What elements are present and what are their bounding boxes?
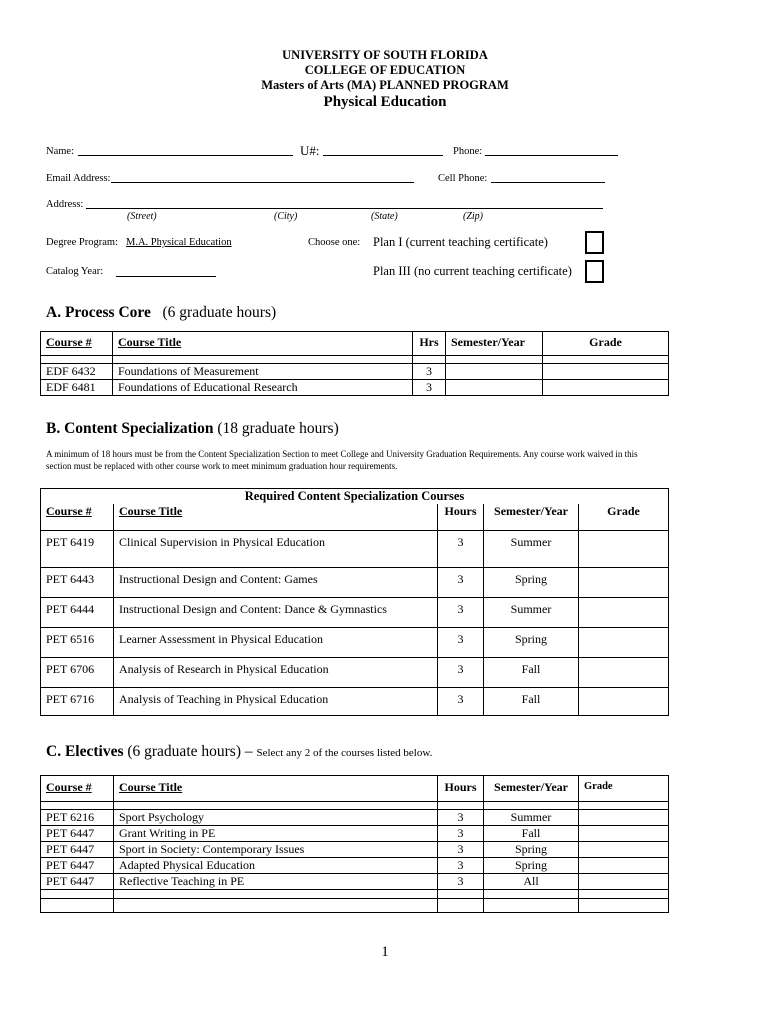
city-caption: (City)	[274, 211, 298, 222]
course-number: PET 6443	[41, 567, 114, 597]
address-field[interactable]	[86, 208, 603, 209]
col-course-number: Course #	[46, 504, 92, 518]
section-b-note-line-1: A minimum of 18 hours must be from the Content Specialization Section to meet College and University Graduation Requirements. Any course work waived in this	[46, 449, 638, 459]
catalog-year-field[interactable]	[116, 276, 216, 277]
name-label: Name:	[46, 146, 74, 157]
zip-caption: (Zip)	[463, 211, 483, 222]
grade-cell[interactable]	[579, 842, 669, 858]
course-semester: Spring	[484, 627, 579, 657]
col-semester: Semester/Year	[446, 332, 543, 356]
grade-cell[interactable]	[543, 380, 669, 396]
course-title: Reflective Teaching in PE	[114, 874, 438, 890]
col-course-title: Course Title	[119, 780, 183, 794]
table-row	[41, 874, 669, 890]
course-number: EDF 6432	[41, 364, 113, 380]
table-header-row	[41, 776, 669, 802]
grade-cell[interactable]	[543, 364, 669, 380]
course-number: PET 6516	[41, 627, 114, 657]
table-header-row	[41, 332, 669, 356]
course-hours: 3	[438, 810, 484, 826]
course-hours: 3	[438, 530, 484, 567]
col-hours: Hours	[438, 504, 484, 530]
course-title: Instructional Design and Content: Dance & Gymnastics	[114, 597, 438, 627]
phone-label: Phone:	[453, 146, 483, 157]
address-label: Address:	[46, 199, 84, 210]
electives-table	[40, 775, 669, 913]
grade-cell[interactable]	[579, 687, 669, 715]
program-name: Masters of Arts (MA) PLANNED PROGRAM	[261, 78, 509, 92]
plan-1-checkbox[interactable]	[585, 231, 604, 254]
u-number-field[interactable]	[323, 155, 443, 156]
grade-cell[interactable]	[579, 530, 669, 567]
table-row	[41, 380, 669, 396]
col-course-title: Course Title	[118, 335, 182, 349]
table-header-row	[41, 504, 669, 530]
course-hours: 3	[438, 567, 484, 597]
course-title: Clinical Supervision in Physical Education	[114, 530, 438, 567]
page-title: Physical Education	[323, 94, 447, 110]
course-hours: 3	[438, 657, 484, 687]
col-semester: Semester/Year	[484, 776, 579, 802]
course-hours: 3	[438, 826, 484, 842]
section-b-note-line-2: section must be replaced with other course work to meet minimum graduation hour requirements.	[46, 461, 398, 471]
course-semester: Summer	[484, 810, 579, 826]
course-hours: 3	[438, 627, 484, 657]
course-title: Analysis of Research in Physical Education	[114, 657, 438, 687]
course-number: PET 6419	[41, 530, 114, 567]
table-row	[41, 657, 669, 687]
grade-cell[interactable]	[579, 597, 669, 627]
course-hours: 3	[438, 874, 484, 890]
course-title: Adapted Physical Education	[114, 858, 438, 874]
course-title: Foundations of Educational Research	[113, 380, 413, 396]
name-field[interactable]	[78, 155, 293, 156]
course-hours: 3	[438, 842, 484, 858]
course-hours: 3	[438, 858, 484, 874]
col-semester: Semester/Year	[484, 504, 579, 530]
content-specialization-table	[40, 488, 669, 716]
col-grade: Grade	[543, 332, 669, 356]
process-core-table	[40, 331, 669, 396]
grade-cell[interactable]	[579, 567, 669, 597]
course-semester: Spring	[484, 842, 579, 858]
course-number: EDF 6481	[41, 380, 113, 396]
course-title: Instructional Design and Content: Games	[114, 567, 438, 597]
semester-cell[interactable]	[446, 364, 543, 380]
table-row	[41, 597, 669, 627]
col-course-title: Course Title	[119, 504, 183, 518]
university-name: UNIVERSITY OF SOUTH FLORIDA	[282, 48, 488, 62]
section-b-title: B. Content Specialization (18 graduate hours)	[46, 420, 339, 437]
course-semester: Summer	[484, 597, 579, 627]
table-row	[41, 567, 669, 597]
cell-phone-label: Cell Phone:	[438, 173, 488, 184]
email-label: Email Address:	[46, 173, 111, 184]
course-semester: Spring	[484, 858, 579, 874]
plan-3-checkbox[interactable]	[585, 260, 604, 283]
table-title: Required Content Specialization Courses	[41, 489, 669, 505]
course-number: PET 6447	[41, 874, 114, 890]
grade-cell[interactable]	[579, 874, 669, 890]
grade-cell[interactable]	[579, 810, 669, 826]
table-row	[41, 842, 669, 858]
plan-3-label: Plan III (no current teaching certificate)	[373, 264, 572, 278]
course-hours: 3	[438, 597, 484, 627]
page-number: 1	[381, 944, 389, 960]
plan-1-label: Plan I (current teaching certificate)	[373, 235, 548, 249]
college-name: COLLEGE OF EDUCATION	[304, 63, 466, 77]
course-number: PET 6447	[41, 826, 114, 842]
course-title: Sport in Society: Contemporary Issues	[114, 842, 438, 858]
empty-row[interactable]	[41, 890, 669, 899]
grade-cell[interactable]	[579, 657, 669, 687]
col-hours: Hrs	[413, 332, 446, 356]
empty-row[interactable]	[41, 899, 669, 913]
col-grade: Grade	[579, 776, 669, 802]
course-semester: Spring	[484, 567, 579, 597]
course-semester: Fall	[484, 657, 579, 687]
state-caption: (State)	[371, 211, 398, 222]
grade-cell[interactable]	[579, 858, 669, 874]
course-title: Grant Writing in PE	[114, 826, 438, 842]
course-hours: 3	[413, 364, 446, 380]
phone-field[interactable]	[485, 155, 618, 156]
course-number: PET 6444	[41, 597, 114, 627]
course-number: PET 6716	[41, 687, 114, 715]
street-caption: (Street)	[127, 211, 157, 222]
course-hours: 3	[438, 687, 484, 715]
email-field[interactable]	[111, 182, 414, 183]
grade-cell[interactable]	[579, 627, 669, 657]
table-row	[41, 826, 669, 842]
u-number-label: U#:	[300, 143, 320, 158]
table-row	[41, 810, 669, 826]
choose-one-label: Choose one:	[308, 237, 361, 248]
course-title: Foundations of Measurement	[113, 364, 413, 380]
course-semester: Fall	[484, 687, 579, 715]
table-row	[41, 627, 669, 657]
table-row	[41, 858, 669, 874]
course-title: Sport Psychology	[114, 810, 438, 826]
course-semester: Summer	[484, 530, 579, 567]
catalog-year-label: Catalog Year:	[46, 266, 104, 277]
course-title: Learner Assessment in Physical Education	[114, 627, 438, 657]
course-number: PET 6447	[41, 842, 114, 858]
degree-label: Degree Program:	[46, 237, 119, 248]
section-a-title: A. Process Core (6 graduate hours)	[46, 304, 277, 321]
table-row	[41, 687, 669, 715]
grade-cell[interactable]	[579, 826, 669, 842]
course-semester: All	[484, 874, 579, 890]
table-row	[41, 364, 669, 380]
section-c-title: C. Electives (6 graduate hours) – Select any 2 of the courses listed below.	[46, 743, 433, 760]
course-number: PET 6447	[41, 858, 114, 874]
cell-phone-field[interactable]	[491, 182, 605, 183]
col-hours: Hours	[438, 776, 484, 802]
semester-cell[interactable]	[446, 380, 543, 396]
col-course-number: Course #	[46, 335, 92, 349]
course-title: Analysis of Teaching in Physical Education	[114, 687, 438, 715]
course-number: PET 6216	[41, 810, 114, 826]
table-row	[41, 530, 669, 567]
course-hours: 3	[413, 380, 446, 396]
course-semester: Fall	[484, 826, 579, 842]
degree-value: M.A. Physical Education	[126, 237, 232, 248]
col-course-number: Course #	[46, 780, 92, 794]
col-grade: Grade	[579, 504, 669, 530]
course-number: PET 6706	[41, 657, 114, 687]
